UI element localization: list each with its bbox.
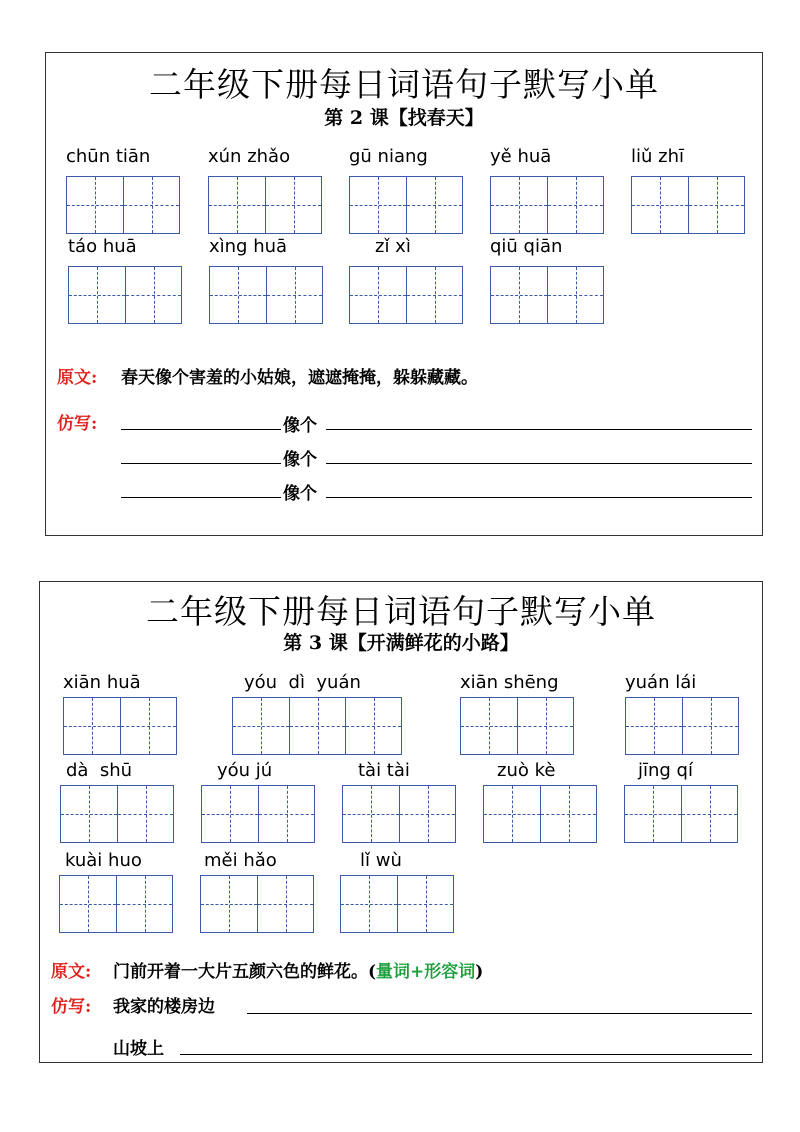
pinyin-label: tài tài: [358, 760, 410, 781]
writing-grid[interactable]: [208, 176, 322, 234]
worksheet-card-lesson-3: [39, 581, 763, 1063]
pinyin-label: yóu dì yuán: [244, 672, 361, 693]
pinyin-label: liǔ zhī: [631, 146, 684, 167]
pinyin-label: yuán lái: [625, 672, 697, 693]
pinyin-label: chūn tiān: [66, 146, 151, 167]
writing-grid[interactable]: [625, 697, 739, 755]
imitate-prompt: 像个: [283, 416, 317, 436]
answer-blank[interactable]: [247, 1013, 752, 1014]
writing-grid[interactable]: [66, 176, 180, 234]
answer-blank[interactable]: [121, 463, 281, 464]
answer-blank[interactable]: [121, 497, 281, 498]
pinyin-label: xìng huā: [209, 236, 288, 257]
imitate-prompt: 山坡上: [113, 1039, 164, 1059]
imitate-label: 仿写:: [51, 997, 92, 1017]
pinyin-label: xún zhǎo: [208, 146, 291, 167]
lesson-subtitle: 第 2 课【找春天】: [324, 107, 484, 129]
grammar-hint: 量词+形容词: [376, 962, 476, 982]
answer-blank[interactable]: [326, 463, 752, 464]
pinyin-label: gū niang: [349, 146, 428, 167]
original-text-label: 原文:: [57, 368, 98, 388]
original-text-label: 原文:: [51, 962, 92, 982]
original-sentence: 春天像个害羞的小姑娘，遮遮掩掩，躲躲藏藏。: [121, 368, 478, 388]
pinyin-label: jīng qí: [638, 760, 693, 781]
writing-grid[interactable]: [349, 176, 463, 234]
writing-grid[interactable]: [342, 785, 456, 843]
pinyin-label: dà shū: [66, 760, 133, 781]
pinyin-label: lǐ wù: [360, 850, 402, 871]
writing-grid[interactable]: [349, 266, 463, 324]
lesson-subtitle: 第 3 课【开满鲜花的小路】: [283, 632, 519, 654]
pinyin-label: měi hǎo: [204, 850, 277, 871]
pinyin-label: xiān shēng: [460, 672, 559, 693]
writing-grid[interactable]: [340, 875, 454, 933]
closing-paren: ): [475, 962, 484, 982]
pinyin-label: kuài huo: [65, 850, 142, 871]
writing-grid[interactable]: [460, 697, 574, 755]
original-sentence-text: 门前开着一大片五颜六色的鲜花。(: [113, 962, 377, 982]
answer-blank[interactable]: [326, 429, 752, 430]
writing-grid[interactable]: [68, 266, 182, 324]
worksheet-card-lesson-2: [45, 52, 763, 536]
pinyin-label: yě huā: [490, 146, 552, 167]
imitate-prompt: 像个: [283, 450, 317, 470]
writing-grid[interactable]: [209, 266, 323, 324]
writing-grid[interactable]: [490, 176, 604, 234]
worksheet-title: 二年级下册每日词语句子默写小单: [149, 65, 659, 104]
pinyin-label: zǐ xì: [375, 236, 411, 257]
writing-grid[interactable]: [200, 875, 314, 933]
imitate-prompt: 我家的楼房边: [113, 997, 215, 1017]
writing-grid[interactable]: [624, 785, 738, 843]
worksheet-title: 二年级下册每日词语句子默写小单: [146, 592, 656, 631]
original-sentence: [113, 957, 483, 982]
writing-grid[interactable]: [232, 697, 402, 755]
writing-grid[interactable]: [63, 697, 177, 755]
writing-grid[interactable]: [490, 266, 604, 324]
writing-grid[interactable]: [631, 176, 745, 234]
writing-grid[interactable]: [60, 785, 174, 843]
pinyin-label: xiān huā: [63, 672, 141, 693]
answer-blank[interactable]: [180, 1054, 752, 1055]
imitate-prompt: 像个: [283, 484, 317, 504]
pinyin-label: táo huā: [68, 236, 137, 257]
writing-grid[interactable]: [59, 875, 173, 933]
writing-grid[interactable]: [201, 785, 315, 843]
answer-blank[interactable]: [121, 429, 281, 430]
pinyin-label: yóu jú: [217, 760, 273, 781]
writing-grid[interactable]: [483, 785, 597, 843]
imitate-label: 仿写:: [57, 414, 98, 434]
answer-blank[interactable]: [326, 497, 752, 498]
pinyin-label: zuò kè: [497, 760, 556, 781]
pinyin-label: qiū qiān: [490, 236, 563, 257]
